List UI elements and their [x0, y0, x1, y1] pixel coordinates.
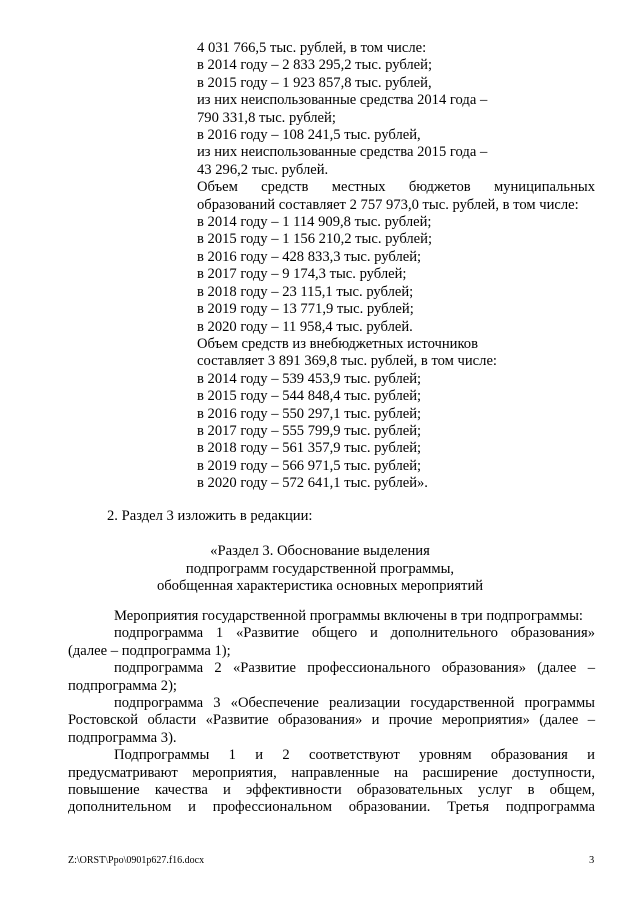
heading-line: подпрограмм государственной программы, — [185, 560, 455, 577]
text-line: в 2014 году – 539 453,9 тыс. рублей; — [197, 370, 422, 387]
financing-block — [197, 40, 595, 493]
section-2-instruction: 2. Раздел 3 изложить в редакции: — [107, 508, 313, 524]
text-line: в 2019 году – 566 971,5 тыс. рублей; — [197, 457, 422, 474]
text-line: в 2014 году – 1 114 909,8 тыс. рублей; — [197, 214, 432, 231]
footer-file-path: Z:\ORST\Ppo\0901p627.f16.docx — [68, 855, 205, 866]
text-line: 4 031 766,5 тыс. рублей, в том числе: — [197, 40, 427, 56]
text-line: в 2019 году – 13 771,9 тыс. рублей; — [197, 301, 414, 318]
text-line: в 2015 году – 544 848,4 тыс. рублей; — [197, 388, 422, 405]
text-line: в 2015 году – 1 923 857,8 тыс. рублей, — [197, 74, 432, 91]
paragraph-line: повышение качества и эффективности образовательных услуг в общем, — [68, 782, 595, 799]
paragraph-line: подпрограмма 3 «Обеспечение реализации государственной программы — [114, 695, 595, 712]
text-line: образований составляет 2 757 973,0 тыс. рублей, в том числе: — [197, 196, 579, 213]
text-line: в 2017 году – 9 174,3 тыс. рублей; — [197, 266, 407, 283]
text-line: 43 296,2 тыс. рублей. — [197, 161, 329, 178]
paragraph-line: предусматривают мероприятия, направленные на расширение доступности, — [68, 764, 595, 781]
text-line: Объем средств местных бюджетов муниципальных — [197, 179, 595, 196]
page-number: 3 — [589, 855, 595, 866]
section-3-heading — [0, 543, 640, 596]
text-line: в 2015 году – 1 156 210,2 тыс. рублей; — [197, 231, 433, 248]
heading-line: обобщенная характеристика основных мероприятий — [156, 578, 484, 595]
text-line: в 2018 году – 561 357,9 тыс. рублей; — [197, 440, 422, 457]
paragraph-line: подпрограмма 2 «Развитие профессионального образования» (далее – — [114, 660, 595, 677]
paragraph-line: подпрограмма 2); — [68, 677, 177, 694]
text-line: в 2020 году – 11 958,4 тыс. рублей. — [197, 318, 413, 335]
section-3-body — [68, 608, 595, 817]
text-line: в 2016 году – 428 833,3 тыс. рублей; — [197, 248, 422, 265]
paragraph-line: Ростовской области «Развитие образования» и прочие мероприятия» (далее – — [68, 712, 595, 729]
text-line: составляет 3 891 369,8 тыс. рублей, в том числе: — [197, 353, 497, 370]
paragraph-line: Мероприятия государственной программы включены в три подпрограммы: — [114, 608, 583, 624]
text-line: 790 331,8 тыс. рублей; — [197, 109, 336, 126]
paragraph-line: (далее – подпрограмма 1); — [68, 642, 231, 659]
text-line: в 2018 году – 23 115,1 тыс. рублей; — [197, 283, 414, 300]
text-line: Объем средств из внебюджетных источников — [197, 335, 478, 352]
paragraph-line: подпрограмма 1 «Развитие общего и дополнительного образования» — [114, 625, 595, 642]
text-line: в 2014 году – 2 833 295,2 тыс. рублей; — [197, 57, 433, 74]
paragraph-line: подпрограмма 3). — [68, 729, 177, 746]
text-line: из них неиспользованные средства 2015 года – — [197, 144, 488, 161]
text-line: в 2016 году – 550 297,1 тыс. рублей; — [197, 405, 422, 422]
text-line: в 2017 году – 555 799,9 тыс. рублей; — [197, 422, 422, 439]
paragraph-line: Подпрограммы 1 и 2 соответствуют уровням образования и — [114, 747, 595, 764]
text-line: в 2020 году – 572 641,1 тыс. рублей». — [197, 475, 428, 492]
heading-line: «Раздел 3. Обоснование выделения — [210, 543, 430, 559]
paragraph-line: дополнительном и профессиональном образовании. Третья подпрограмма — [68, 799, 595, 816]
text-line: из них неиспользованные средства 2014 года – — [197, 92, 488, 109]
text-line: в 2016 году – 108 241,5 тыс. рублей, — [197, 127, 421, 144]
